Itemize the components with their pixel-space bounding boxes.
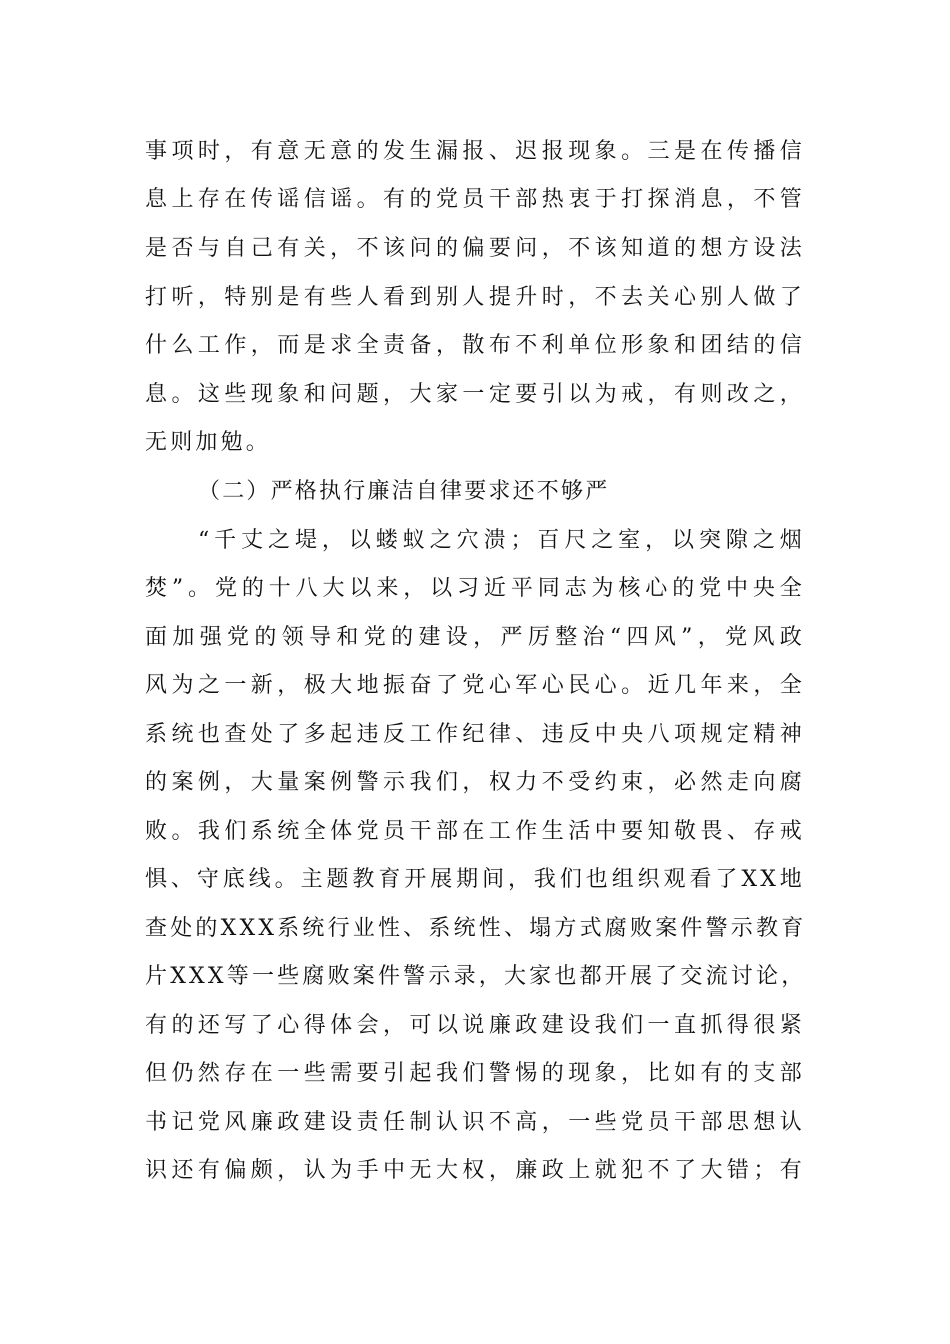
paragraph-line: 查处的XXX系统行业性、系统性、塌方式腐败案件警示教育 bbox=[145, 916, 807, 941]
paragraph-line: 但仍然存在一些需要引起我们警惕的现象，比如有的支部 bbox=[145, 1061, 805, 1086]
paragraph-line: 焚”。党的十八大以来，以习近平同志为核心的党中央全 bbox=[145, 576, 805, 601]
paragraph-line: 什么工作，而是求全责备，散布不利单位形象和团结的信 bbox=[145, 333, 805, 358]
paragraph-line: 无则加勉。 bbox=[145, 430, 272, 455]
paragraph-line: 书记党风廉政建设责任制认识不高，一些党员干部思想认 bbox=[145, 1110, 805, 1135]
paragraph-line: 有的还写了心得体会，可以说廉政建设我们一直抓得很紧 bbox=[145, 1013, 805, 1038]
paragraph-line: 惧、守底线。主题教育开展期间，我们也组织观看了XX地 bbox=[145, 867, 805, 892]
section-heading: （二）严格执行廉洁自律要求还不够严 bbox=[198, 479, 610, 504]
paragraph-line: 是否与自己有关，不该问的偏要问，不该知道的想方设法 bbox=[145, 236, 805, 261]
paragraph-line: 打听，特别是有些人看到别人提升时，不去关心别人做了 bbox=[145, 285, 805, 310]
paragraph-line: “千丈之堤，以蝼蚁之穴溃；百尺之室，以突隙之烟 bbox=[198, 528, 805, 553]
paragraph-line: 面加强党的领导和党的建设，严厉整治“四风”，党风政 bbox=[145, 625, 805, 650]
paragraph-line: 片XXX等一些腐败案件警示录，大家也都开展了交流讨论， bbox=[145, 964, 807, 989]
paragraph-line: 事项时，有意无意的发生漏报、迟报现象。三是在传播信 bbox=[145, 139, 805, 164]
paragraph-line: 息。这些现象和问题，大家一定要引以为戒，有则改之， bbox=[145, 382, 805, 407]
paragraph-line: 风为之一新，极大地振奋了党心军心民心。近几年来，全 bbox=[145, 673, 805, 698]
paragraph-line: 败。我们系统全体党员干部在工作生活中要知敬畏、存戒 bbox=[145, 819, 805, 844]
paragraph-line: 息上存在传谣信谣。有的党员干部热衷于打探消息，不管 bbox=[145, 187, 805, 212]
paragraph-line: 识还有偏颇，认为手中无大权，廉政上就犯不了大错；有 bbox=[145, 1158, 805, 1183]
paragraph-line: 的案例，大量案例警示我们，权力不受约束，必然走向腐 bbox=[145, 770, 805, 795]
paragraph-line: 系统也查处了多起违反工作纪律、违反中央八项规定精神 bbox=[145, 722, 805, 747]
